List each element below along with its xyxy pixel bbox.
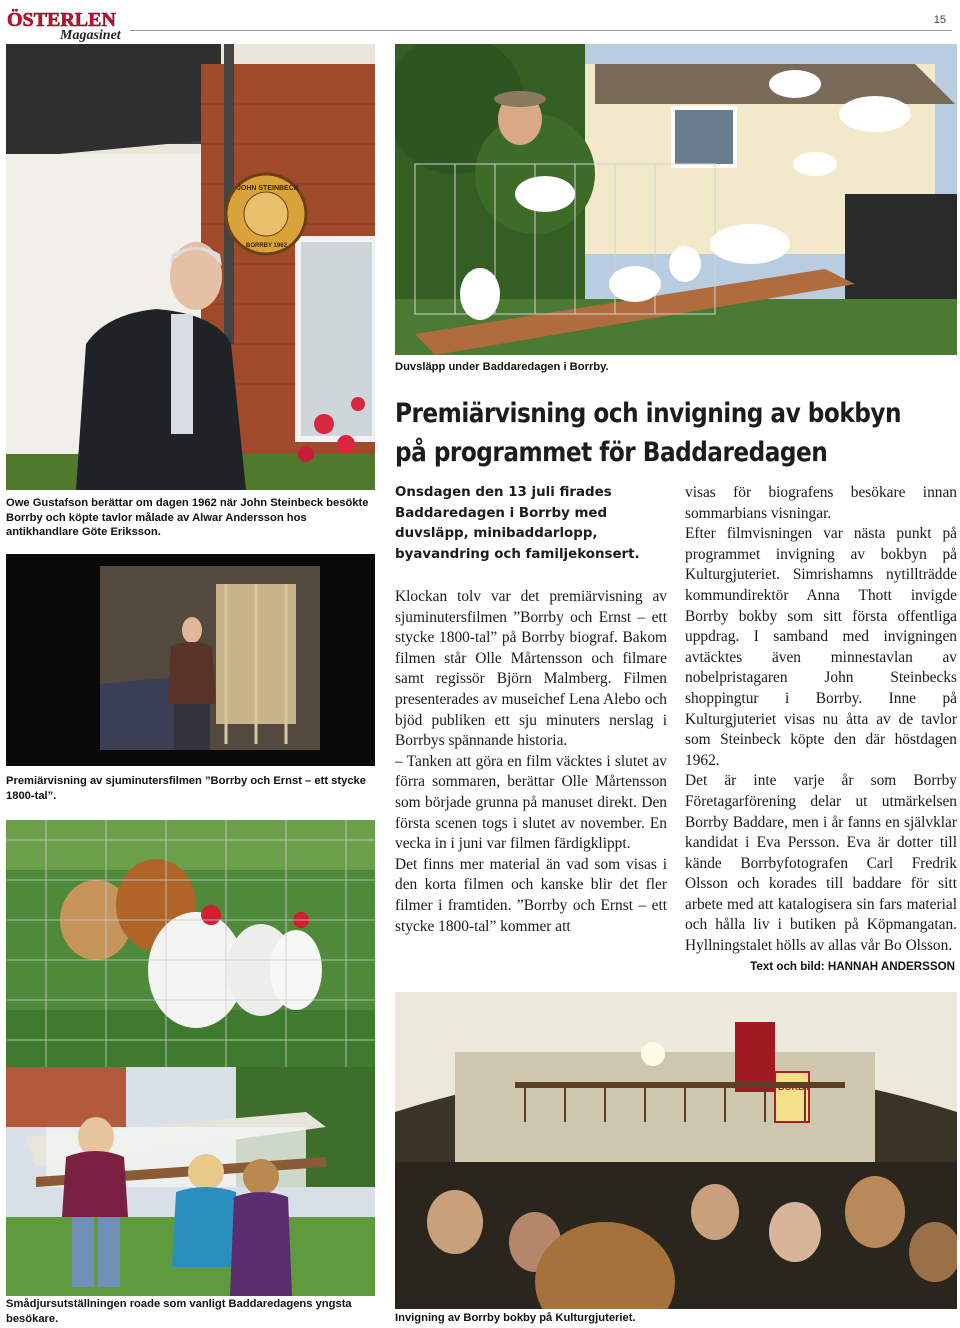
sign-year: BORRBY 1962 <box>246 243 287 249</box>
byline: Text och bild: HANNAH ANDERSSON <box>750 960 955 973</box>
caption-doves: Duvsläpp under Baddaredagen i Borrby. <box>395 361 609 373</box>
logo-main-text: ÖSTERLEN <box>7 9 116 31</box>
article-column-1 <box>395 587 667 937</box>
photo-film-premiere <box>6 554 375 766</box>
page-number: 15 <box>933 14 946 26</box>
headline-line-1: Premiärvisning och invigning av bokbyn <box>395 398 901 429</box>
paragraph: Det finns mer material än vad som visas i den korta filmen och kanske blir det fler filmer i framtiden. ”Borrby och Ernst – ett stycke 1800-tal” kommer att <box>395 855 667 935</box>
paragraph: Det är inte varje år som Borrby Företagarförening delar ut utmärkelsen Borrby Baddare, men i år fanns en självklar kandidat i Eva Persson. Eva är dotter till kände Borrbyfotografen Carl Fredrik Olsson och korades till baddare för sitt arbete med att katalogisera sin fars material och hålla liv i butiken på Köpmangatan. Hyllningstalet hölls av allas vår Bo Olsson. <box>685 772 957 955</box>
photo-chickens <box>6 820 375 1067</box>
paragraph: Efter filmvisningen var nästa punkt på programmet invigning av bokbyn på Kulturgjuteriet. Simrishamns nytillträdde kommundirektör Anna Thott invigde Borrby bokby som sitt första offentliga uppdrag. I samband med invigningen avtäcktes även minnestavlan av nobelpristagaren John Steinbecks shoppingtur i Borrby. Inne på Kulturgjuteriet visas nu åtta av de tavlor som Steinbeck köpte den där höstdagen 1962. <box>685 525 957 769</box>
caption-inauguration: Invigning av Borrby bokby på Kulturgjuteriet. <box>395 1312 636 1324</box>
photo-kids <box>6 1067 375 1296</box>
photo-dove-release <box>395 44 957 355</box>
caption-premiere: Premiärvisning av sjuminutersfilmen ”Borrby och Ernst – ett stycke 1800-tal”. <box>6 775 366 802</box>
header-rule <box>130 30 952 31</box>
caption-owe: Owe Gustafson berättar om dagen 1962 när John Steinbeck besökte Borrby och köpte tavlor målade av Alwar Andersson hos antikhandlare Göte Eriksson. <box>6 497 369 538</box>
headline-line-2: på programmet för Baddaredagen <box>395 437 828 468</box>
article-headline <box>395 394 901 472</box>
paragraph: Klockan tolv var det premiärvisning av sjuminutersfilmen ”Borrby och Ernst – ett stycke 1800-tal” på Borrby biograf. Bakom filmen står Olle Mårtensson och filmare samt regissör Björn Malmberg. Filmen presenterades av museichef Lena Alebo och bjöd publiken ett sju minuters nerslag i Borrbys spännande historia. <box>395 588 667 750</box>
logo-sub-text: Magasinet <box>60 28 121 42</box>
article-column-2 <box>685 483 957 957</box>
photo-inauguration <box>395 992 957 1309</box>
photo-owe-gustafson <box>6 44 375 490</box>
magazine-logo <box>6 4 126 42</box>
caption-kids: Smådjursutställningen roade som vanligt Baddaredagens yngsta besökare. <box>6 1298 352 1325</box>
sign-text: JOHN STEINBECK <box>237 185 299 192</box>
paragraph: visas för biografens besökare innan sommarbians visningar. <box>685 484 957 522</box>
paragraph: – Tanken att göra en film väcktes i slutet av förra sommaren, berättar Olle Mårtensson som började grunna på manuset direkt. Den första scenen togs i slutet av november. En vecka in i juni var filmen färdigklippt. <box>395 752 667 853</box>
article-lead: Onsdagen den 13 juli firades Baddaredagen i Borrby med duvsläpp, minibaddarlopp, byavandring och familjekonsert. <box>395 485 640 562</box>
